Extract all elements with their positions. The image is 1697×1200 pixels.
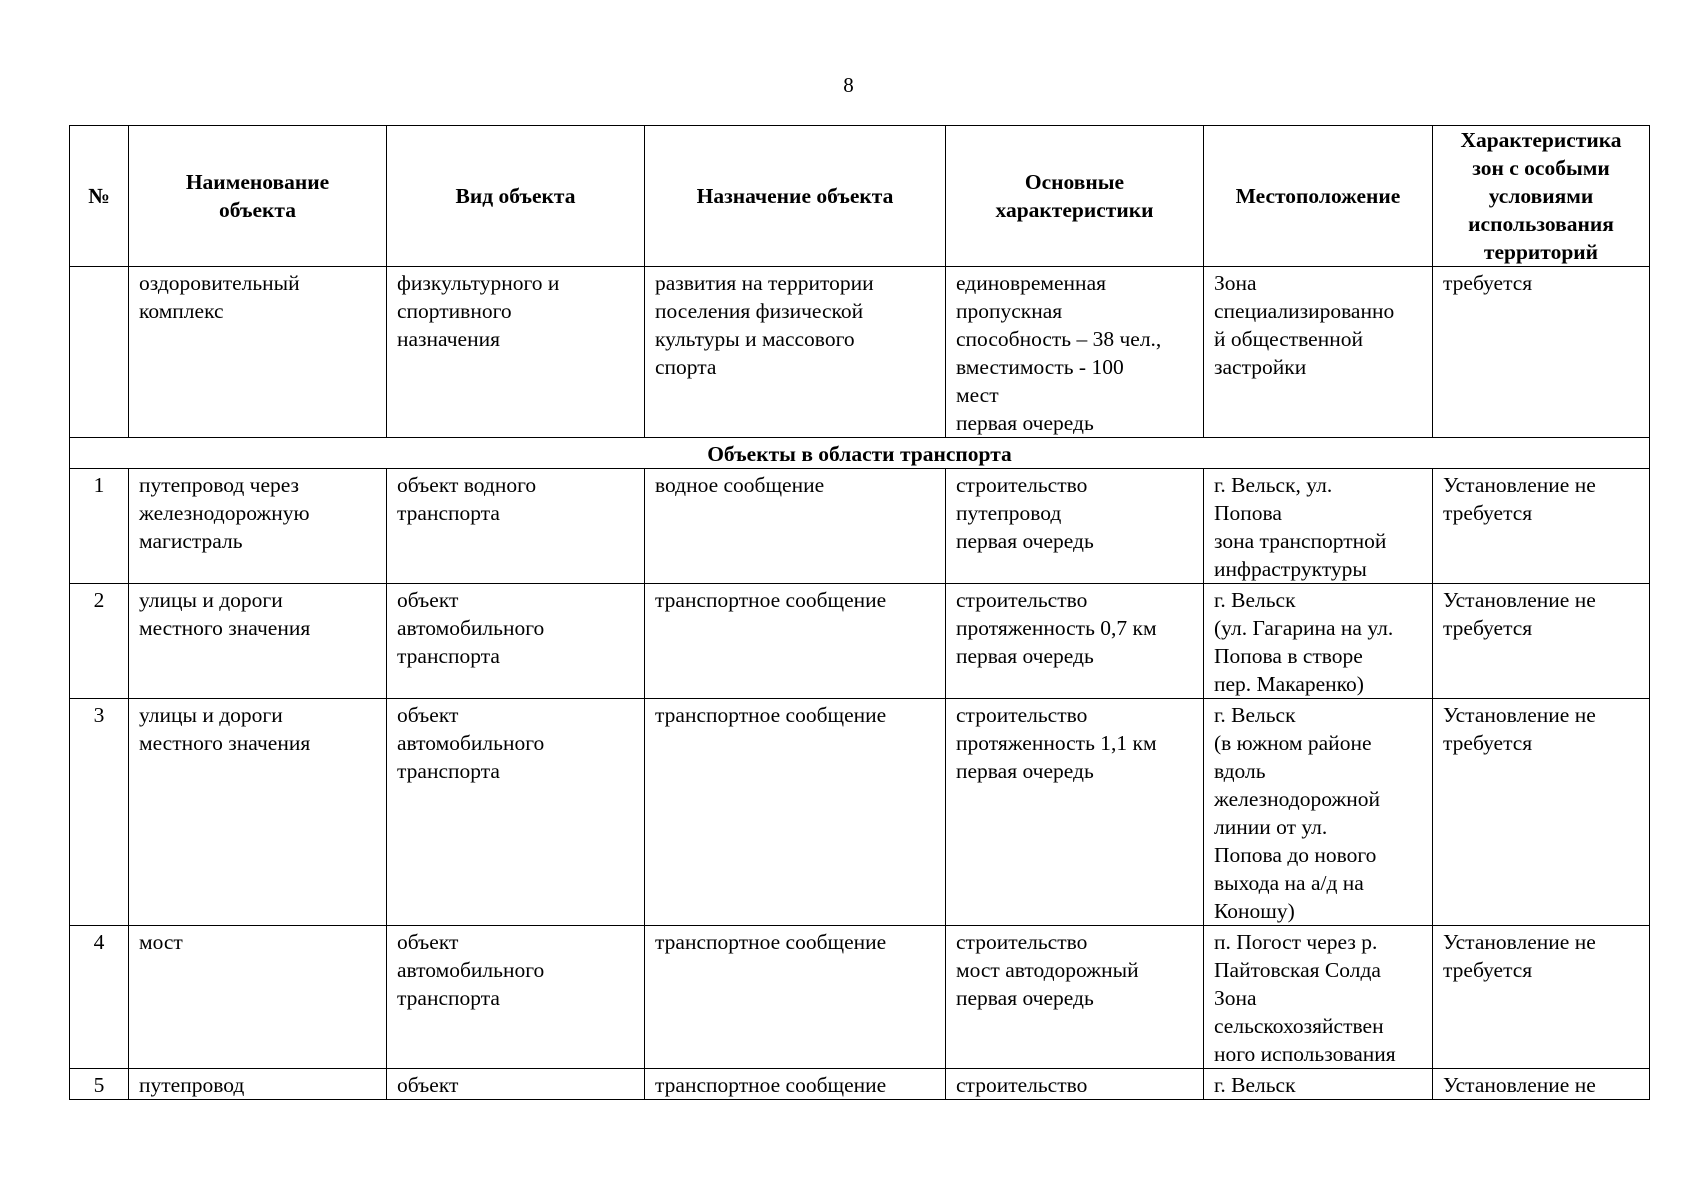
table-row: [70, 584, 1650, 699]
header-number: №: [70, 126, 129, 267]
header-purpose: Назначение объекта: [645, 126, 946, 267]
cell-location: г. Вельск: [1204, 1069, 1433, 1100]
cell-purpose: транспортное сообщение: [645, 1069, 946, 1100]
cell-name: улицы и дороги местного значения: [129, 584, 387, 699]
objects-table: [69, 125, 1650, 1100]
cell-type: объект: [387, 1069, 645, 1100]
cell-zones: Установление не требуется: [1433, 584, 1650, 699]
cell-characteristics: единовременная пропускная способность – 38 чел., вместимость - 100 мест первая очередь: [946, 267, 1204, 438]
cell-location: Зона специализированно й общественной застройки: [1204, 267, 1433, 438]
header-name: Наименование объекта: [129, 126, 387, 267]
header-type: Вид объекта: [387, 126, 645, 267]
cell-characteristics: строительство: [946, 1069, 1204, 1100]
cell-zones: Установление не: [1433, 1069, 1650, 1100]
cell-purpose: транспортное сообщение: [645, 584, 946, 699]
cell-type: объект автомобильного транспорта: [387, 699, 645, 926]
cell-zones: Установление не требуется: [1433, 926, 1650, 1069]
cell-name: улицы и дороги местного значения: [129, 699, 387, 926]
page-number: 8: [843, 73, 854, 97]
cell-number: 1: [70, 469, 129, 584]
cell-name: путепровод: [129, 1069, 387, 1100]
header-characteristics: Основные характеристики: [946, 126, 1204, 267]
cell-type: объект автомобильного транспорта: [387, 926, 645, 1069]
cell-characteristics: строительство протяженность 1,1 км первая очередь: [946, 699, 1204, 926]
header-location: Местоположение: [1204, 126, 1433, 267]
cell-location: г. Вельск (ул. Гагарина на ул. Попова в створе пер. Макаренко): [1204, 584, 1433, 699]
cell-purpose: водное сообщение: [645, 469, 946, 584]
cell-zones: Установление не требуется: [1433, 699, 1650, 926]
cell-location: п. Погост через р. Пайтовская Солда Зона сельскохозяйствен ного использования: [1204, 926, 1433, 1069]
cell-number: 2: [70, 584, 129, 699]
table-row: [70, 699, 1650, 926]
cell-name: мост: [129, 926, 387, 1069]
section-title: Объекты в области транспорта: [70, 438, 1650, 469]
cell-characteristics: строительство протяженность 0,7 км первая очередь: [946, 584, 1204, 699]
cell-purpose: развития на территории поселения физической культуры и массового спорта: [645, 267, 946, 438]
cell-location: г. Вельск (в южном районе вдоль железнодорожной линии от ул. Попова до нового выхода на а/д на Коношу): [1204, 699, 1433, 926]
cell-name: оздоровительный комплекс: [129, 267, 387, 438]
cell-characteristics: строительство путепровод первая очередь: [946, 469, 1204, 584]
cell-purpose: транспортное сообщение: [645, 699, 946, 926]
cell-name: путепровод через железнодорожную магистраль: [129, 469, 387, 584]
table-row: [70, 926, 1650, 1069]
cell-number: 5: [70, 1069, 129, 1100]
section-row: [70, 438, 1650, 469]
cell-type: объект автомобильного транспорта: [387, 584, 645, 699]
cell-number: 3: [70, 699, 129, 926]
table-row: [70, 1069, 1650, 1100]
cell-characteristics: строительство мост автодорожный первая очередь: [946, 926, 1204, 1069]
cell-purpose: транспортное сообщение: [645, 926, 946, 1069]
header-zones: Характеристика зон с особыми условиями использования территорий: [1433, 126, 1650, 267]
cell-type: физкультурного и спортивного назначения: [387, 267, 645, 438]
cell-number: [70, 267, 129, 438]
cell-location: г. Вельск, ул. Попова зона транспортной инфраструктуры: [1204, 469, 1433, 584]
cell-zones: Установление не требуется: [1433, 469, 1650, 584]
cell-zones: требуется: [1433, 267, 1650, 438]
cell-number: 4: [70, 926, 129, 1069]
table-row: [70, 469, 1650, 584]
table-row: [70, 267, 1650, 438]
cell-type: объект водного транспорта: [387, 469, 645, 584]
table-header-row: [70, 126, 1650, 267]
